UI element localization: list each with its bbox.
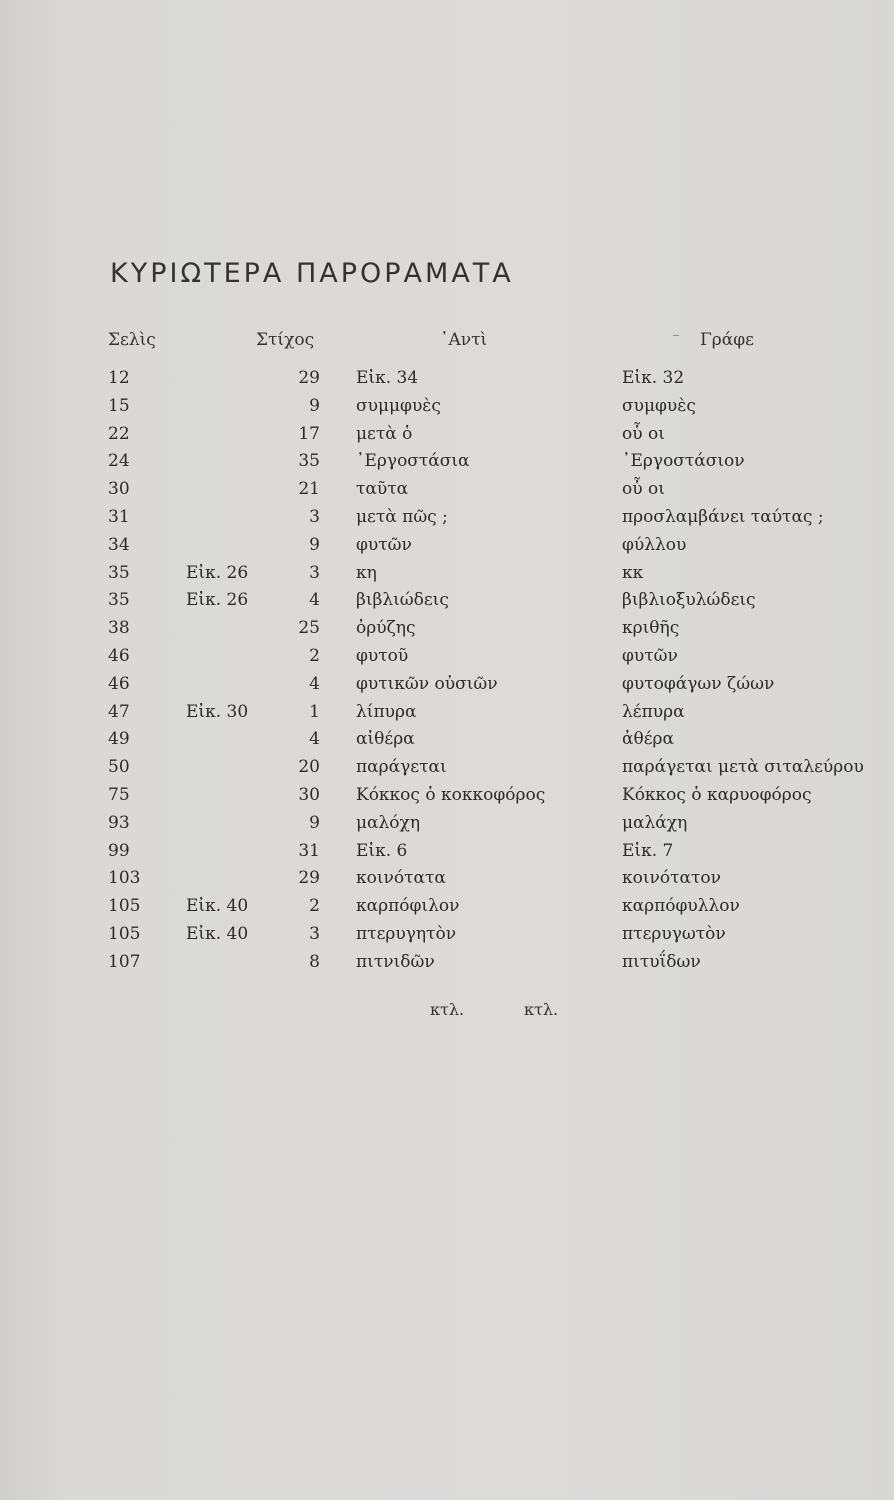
- cell-line: 4: [309, 729, 320, 750]
- cell-instead: κη: [356, 562, 377, 583]
- cell-line: 9: [309, 395, 320, 416]
- cell-figure: Εἰκ. 26: [186, 562, 249, 583]
- cell-read: Κόκκος ὁ καρυοφόρος: [622, 784, 812, 805]
- cell-instead: ᾿Εργοστάσια: [356, 451, 470, 472]
- cell-line: 20: [298, 757, 320, 778]
- table-row: [0, 535, 894, 563]
- header-instead: ᾿Αντὶ: [440, 330, 488, 350]
- cell-line: 17: [298, 423, 320, 444]
- cell-instead: κοινότατα: [356, 868, 446, 889]
- cell-instead: φυτοῦ: [356, 645, 409, 666]
- cell-line: 4: [309, 673, 320, 694]
- cell-read: οὗ οι: [622, 423, 665, 444]
- table-row: [0, 785, 894, 813]
- table-row: [0, 868, 894, 896]
- table-row: [0, 507, 894, 535]
- cell-read: βιβλιοξυλώδεις: [622, 590, 756, 611]
- cell-read: Εἰκ. 32: [622, 368, 685, 388]
- table-row: [0, 368, 894, 396]
- cell-page: 105: [108, 896, 141, 917]
- cell-read: Εἰκ. 7: [622, 840, 674, 861]
- cell-line: 29: [298, 368, 320, 388]
- cell-instead: βιβλιώδεις: [356, 590, 449, 611]
- cell-line: 31: [298, 840, 320, 861]
- cell-page: 31: [108, 506, 130, 527]
- header-page: Σελὶς: [108, 330, 156, 350]
- header-read: Γράφε: [700, 330, 754, 350]
- cell-line: 25: [298, 618, 320, 639]
- table-row: [0, 451, 894, 479]
- cell-page: 75: [108, 784, 130, 805]
- table-row: [0, 841, 894, 869]
- cell-page: 35: [108, 590, 130, 611]
- cell-instead: πτερυγητὸν: [356, 923, 457, 944]
- cell-read: ᾿Εργοστάσιον: [622, 451, 745, 472]
- table-row: [0, 896, 894, 924]
- cell-page: 46: [108, 673, 130, 694]
- table-row: [0, 702, 894, 730]
- cell-line: 3: [309, 923, 320, 944]
- cell-line: 4: [309, 590, 320, 611]
- cell-instead: μετὰ πῶς ;: [356, 506, 448, 527]
- header-line: Στίχος: [256, 330, 315, 350]
- table-row: [0, 646, 894, 674]
- cell-read: ἀθέρα: [622, 729, 674, 750]
- cell-instead: ταῦτα: [356, 479, 409, 500]
- cell-page: 38: [108, 618, 130, 639]
- etc-left: κτλ.: [430, 1000, 465, 1019]
- cell-instead: καρπόφιλον: [356, 896, 460, 917]
- cell-page: 99: [108, 840, 130, 861]
- cell-read: κκ: [622, 562, 644, 583]
- cell-figure: Εἰκ. 40: [186, 896, 249, 917]
- cell-instead: Κόκκος ὁ κοκκοφόρος: [356, 784, 546, 805]
- cell-read: καρπόφυλλον: [622, 896, 740, 917]
- cell-read: κοινότατον: [622, 868, 721, 889]
- cell-page: 22: [108, 423, 130, 444]
- cell-read: συμφυὲς: [622, 395, 696, 416]
- cell-line: 21: [298, 479, 320, 500]
- cell-instead: ὀρύζης: [356, 618, 416, 639]
- cell-page: 46: [108, 645, 130, 666]
- cell-instead: μαλόχη: [356, 812, 421, 833]
- table-row: [0, 618, 894, 646]
- cell-instead: μετὰ ὁ: [356, 423, 413, 444]
- table-row: [0, 674, 894, 702]
- cell-page: 103: [108, 868, 141, 889]
- cell-read: προσλαμβάνει ταύτας ;: [622, 506, 824, 527]
- cell-instead: παράγεται: [356, 757, 447, 778]
- cell-line: 2: [309, 896, 320, 917]
- cell-read: λέπυρα: [622, 701, 685, 722]
- cell-read: φυτῶν: [622, 645, 678, 666]
- cell-line: 9: [309, 812, 320, 833]
- cell-page: 12: [108, 368, 130, 388]
- cell-figure: Εἰκ. 30: [186, 701, 249, 722]
- cell-line: 8: [309, 951, 320, 972]
- cell-line: 29: [298, 868, 320, 889]
- table-row: [0, 729, 894, 757]
- cell-read: κριθῆς: [622, 618, 680, 639]
- cell-instead: αἰθέρα: [356, 729, 415, 750]
- table-row: [0, 924, 894, 952]
- cell-page: 50: [108, 757, 130, 778]
- table-row: [0, 424, 894, 452]
- cell-line: 2: [309, 645, 320, 666]
- cell-page: 107: [108, 951, 141, 972]
- cell-read: φυτοφάγων ζώων: [622, 673, 775, 694]
- cell-instead: συμμφυὲς: [356, 395, 441, 416]
- cell-line: 35: [298, 451, 320, 472]
- cell-page: 30: [108, 479, 130, 500]
- cell-page: 34: [108, 534, 130, 555]
- table-row: [0, 813, 894, 841]
- cell-page: 35: [108, 562, 130, 583]
- cell-instead: πιτνιδῶν: [356, 951, 435, 972]
- table-row: [0, 563, 894, 591]
- cell-instead: Εἰκ. 34: [356, 368, 419, 388]
- table-row: [0, 396, 894, 424]
- cell-instead: φυτικῶν οὐσιῶν: [356, 673, 498, 694]
- cell-read: πιτυΐδων: [622, 951, 701, 972]
- etc-right: κτλ.: [524, 1000, 559, 1019]
- table-row: [0, 479, 894, 507]
- cell-line: 9: [309, 534, 320, 555]
- cell-read: φύλλου: [622, 534, 687, 555]
- table-row: [0, 757, 894, 785]
- cell-page: 24: [108, 451, 130, 472]
- cell-figure: Εἰκ. 26: [186, 590, 249, 611]
- pencil-mark-icon: ⁻: [672, 329, 680, 347]
- cell-line: 3: [309, 562, 320, 583]
- cell-line: 1: [309, 701, 320, 722]
- cell-read: παράγεται μετὰ σιταλεύρου: [622, 757, 864, 778]
- cell-read: πτερυγωτὸν: [622, 923, 726, 944]
- cell-instead: λίπυρα: [356, 701, 417, 722]
- cell-line: 3: [309, 506, 320, 527]
- cell-page: 15: [108, 395, 130, 416]
- table-row: [0, 590, 894, 618]
- cell-page: 47: [108, 701, 130, 722]
- table-row: [0, 952, 894, 980]
- cell-page: 93: [108, 812, 130, 833]
- page-title: ΚΥΡΙΩΤΕΡΑ ΠΑΡΟΡΑΜΑΤΑ: [110, 258, 514, 289]
- cell-line: 30: [298, 784, 320, 805]
- cell-page: 49: [108, 729, 130, 750]
- cell-read: οὗ οι: [622, 479, 665, 500]
- errata-table: [0, 368, 894, 980]
- cell-figure: Εἰκ. 40: [186, 923, 249, 944]
- cell-read: μαλάχη: [622, 812, 688, 833]
- cell-instead: Εἰκ. 6: [356, 840, 408, 861]
- cell-page: 105: [108, 923, 141, 944]
- cell-instead: φυτῶν: [356, 534, 412, 555]
